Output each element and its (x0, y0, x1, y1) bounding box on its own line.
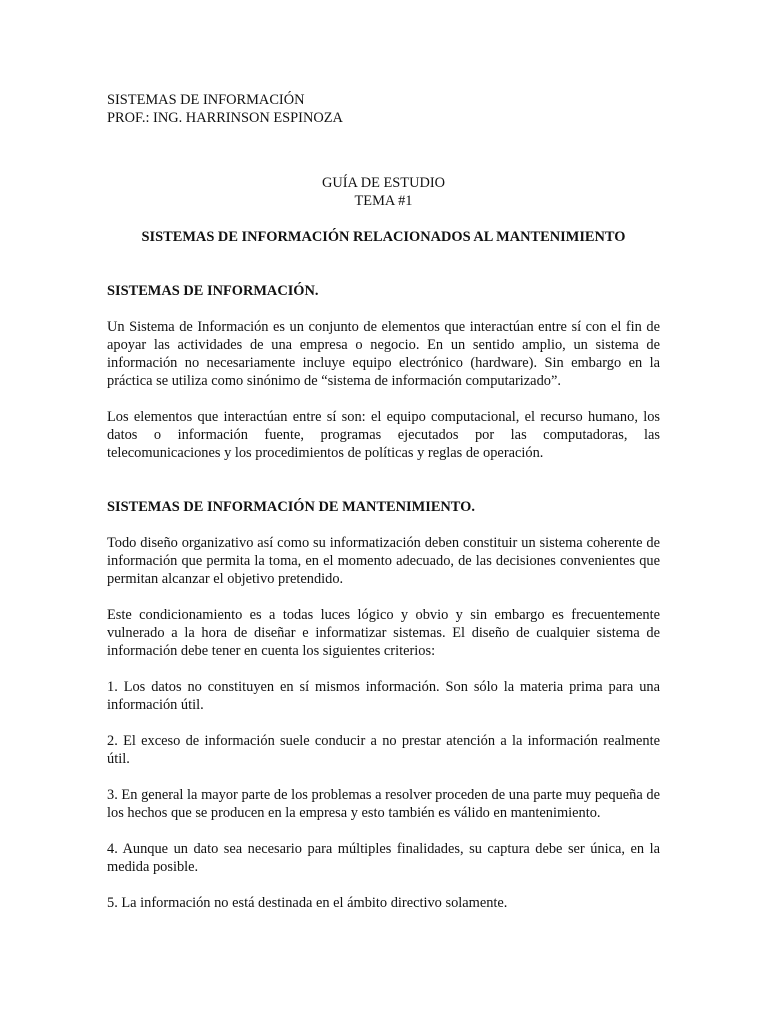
guide-label: GUÍA DE ESTUDIO (321, 175, 446, 191)
guide-block (107, 174, 660, 210)
section-heading-sistemas-mantenimiento: SISTEMAS DE INFORMACIÓN DE MANTENIMIENTO. (107, 499, 475, 515)
section2-paragraph-2: Este condicionamiento es a todas luces lógico y obvio y sin embargo es frecuentemente vulnerado a la hora de diseñar e informatizar sistemas. El diseño de cualquier sistema de información debe tener en cuenta los siguientes criterios: (107, 607, 660, 659)
criterion-item-4: 4. Aunque un dato sea necesario para múltiples finalidades, su captura debe ser única, en la medida posible. (107, 841, 660, 875)
topic-number: TEMA #1 (354, 193, 413, 209)
section1-paragraph-1: Un Sistema de Información es un conjunto de elementos que interactúan entre sí con el fin de apoyar las actividades de una empresa o negocio. En un sentido amplio, un sistema de información no necesariamente incluye equipo electrónico (hardware). Sin embargo en la práctica se utiliza como sinónimo de “sistema de información computarizado”. (107, 319, 660, 389)
professor-name: PROF.: ING. HARRINSON ESPINOZA (107, 110, 343, 126)
document-page (107, 91, 660, 912)
section-heading-sistemas-informacion: SISTEMAS DE INFORMACIÓN. (107, 283, 319, 299)
criterion-item-2: 2. El exceso de información suele conducir a no prestar atención a la información realmente útil. (107, 733, 660, 767)
criterion-item-5: 5. La información no está destinada en el ámbito directivo solamente. (107, 895, 508, 911)
criterion-item-3: 3. En general la mayor parte de los problemas a resolver proceden de una parte muy pequeña de los hechos que se producen en la empresa y esto también es válido en mantenimiento. (107, 787, 660, 821)
criterion-item-1: 1. Los datos no constituyen en sí mismos información. Son sólo la materia prima para una información útil. (107, 679, 660, 713)
course-name: SISTEMAS DE INFORMACIÓN (107, 92, 305, 108)
document-title: SISTEMAS DE INFORMACIÓN RELACIONADOS AL MANTENIMIENTO (141, 229, 626, 245)
section2-paragraph-1: Todo diseño organizativo así como su informatización deben constituir un sistema coherente de información que permita la toma, en el momento adecuado, de las decisiones convenientes que permitan alcanzar el objetivo pretendido. (107, 535, 660, 587)
document-header (107, 91, 660, 127)
section1-paragraph-2: Los elementos que interactúan entre sí son: el equipo computacional, el recurso humano, los datos o información fuente, programas ejecutados por las computadoras, las telecomunicaciones y los procedimientos de políticas y reglas de operación. (107, 409, 660, 461)
